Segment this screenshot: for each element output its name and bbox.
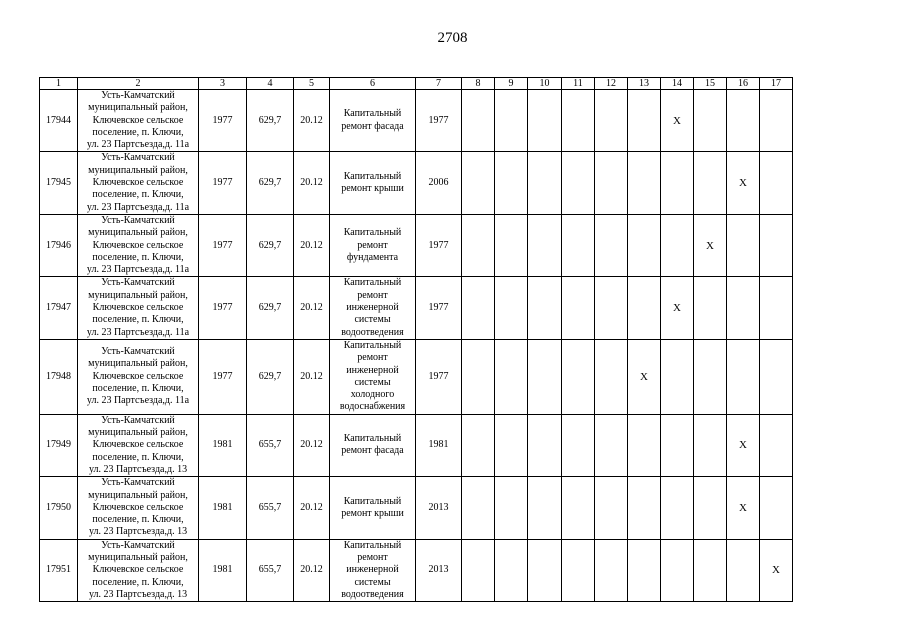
period-mark-cell <box>628 214 661 276</box>
address-cell-line: ул. 23 Партсъезда,д. 13 <box>88 463 188 475</box>
period-mark-cell <box>562 90 595 152</box>
period-mark-cell <box>528 214 562 276</box>
address-cell <box>78 90 199 152</box>
address-cell-line: Ключевское сельское <box>92 114 184 126</box>
period-mark-cell: X <box>661 277 694 339</box>
period-mark-cell <box>462 277 495 339</box>
work-type-cell-line: инженерной <box>346 564 399 576</box>
work-type-cell-line: системы <box>354 376 391 388</box>
area: 629,7 <box>247 90 294 152</box>
work-type-cell <box>330 152 416 214</box>
period-mark-cell <box>528 277 562 339</box>
period-mark-cell <box>694 339 727 414</box>
address-cell-line: Усть-Камчатский <box>101 477 175 489</box>
period-mark-cell: X <box>661 90 694 152</box>
area: 629,7 <box>247 152 294 214</box>
code: 20.12 <box>294 539 330 601</box>
period-mark-cell <box>694 539 727 601</box>
code: 20.12 <box>294 152 330 214</box>
period-mark-cell <box>462 539 495 601</box>
period-mark-cell <box>694 277 727 339</box>
year-built: 1981 <box>199 414 247 476</box>
work-type-cell-line: ремонт фасада <box>341 445 404 457</box>
address-cell <box>78 477 199 539</box>
address-cell-line: муниципальный район, <box>88 164 188 176</box>
period-mark-cell <box>495 90 528 152</box>
row-id: 17946 <box>40 214 78 276</box>
period-mark-cell <box>595 214 628 276</box>
period-mark-cell <box>462 339 495 414</box>
last-repair-year: 1981 <box>416 414 462 476</box>
table-row <box>40 214 793 276</box>
work-type-cell-line: системы <box>354 314 391 326</box>
period-mark-cell <box>694 414 727 476</box>
work-type-cell <box>330 414 416 476</box>
period-mark-cell <box>628 477 661 539</box>
year-built: 1977 <box>199 152 247 214</box>
table-row <box>40 414 793 476</box>
period-mark-cell <box>694 477 727 539</box>
period-mark-cell <box>495 277 528 339</box>
period-mark-cell <box>462 90 495 152</box>
column-header: 17 <box>760 78 793 90</box>
address-cell-line: Ключевское сельское <box>92 564 184 576</box>
period-mark-cell <box>760 90 793 152</box>
period-mark-cell <box>562 277 595 339</box>
address-cell-line: Усть-Камчатский <box>101 539 175 551</box>
work-type-cell-line: водоотведения <box>341 326 404 338</box>
year-built: 1977 <box>199 277 247 339</box>
address-cell-line: Ключевское сельское <box>92 302 184 314</box>
period-mark-cell <box>462 414 495 476</box>
repair-schedule-table <box>39 77 793 602</box>
address-cell-line: поселение, п. Ключи, <box>92 189 184 201</box>
period-mark-cell <box>727 90 760 152</box>
work-type-cell-line: Капитальный <box>343 170 402 182</box>
last-repair-year: 2006 <box>416 152 462 214</box>
work-type-cell-line: водоотведения <box>341 588 404 600</box>
period-mark-cell <box>760 477 793 539</box>
address-cell-line: Ключевское сельское <box>92 370 184 382</box>
period-mark-cell <box>562 152 595 214</box>
column-header: 16 <box>727 78 760 90</box>
period-mark-cell <box>562 477 595 539</box>
period-mark-cell <box>727 339 760 414</box>
address-cell-line: ул. 23 Партсъезда,д. 13 <box>88 526 188 538</box>
period-mark-cell <box>495 477 528 539</box>
address-cell-line: Усть-Камчатский <box>101 277 175 289</box>
period-mark-cell <box>661 214 694 276</box>
column-header: 9 <box>495 78 528 90</box>
period-mark-cell: X <box>727 414 760 476</box>
address-cell-line: поселение, п. Ключи, <box>92 382 184 394</box>
work-type-cell <box>330 90 416 152</box>
column-header: 2 <box>78 78 199 90</box>
address-cell-line: муниципальный район, <box>88 289 188 301</box>
work-type-cell <box>330 477 416 539</box>
period-mark-cell: X <box>760 539 793 601</box>
period-mark-cell <box>628 414 661 476</box>
period-mark-cell <box>528 339 562 414</box>
row-id: 17949 <box>40 414 78 476</box>
address-cell-line: муниципальный район, <box>88 227 188 239</box>
year-built: 1977 <box>199 339 247 414</box>
column-header: 4 <box>247 78 294 90</box>
code: 20.12 <box>294 414 330 476</box>
column-header: 14 <box>661 78 694 90</box>
work-type-cell-line: ремонт фасада <box>341 120 404 132</box>
year-built: 1977 <box>199 90 247 152</box>
address-cell-line: Усть-Камчатский <box>101 90 175 101</box>
address-cell-line: ул. 23 Партсъезда,д. 11а <box>86 264 190 276</box>
period-mark-cell <box>595 277 628 339</box>
period-mark-cell <box>528 539 562 601</box>
address-cell-line: муниципальный район, <box>88 427 188 439</box>
period-mark-cell: X <box>628 339 661 414</box>
address-cell-line: Усть-Камчатский <box>101 214 175 226</box>
period-mark-cell <box>562 339 595 414</box>
address-cell-line: поселение, п. Ключи, <box>92 576 184 588</box>
last-repair-year: 1977 <box>416 277 462 339</box>
period-mark-cell <box>495 414 528 476</box>
period-mark-cell <box>595 339 628 414</box>
address-cell <box>78 414 199 476</box>
work-type-cell-line: Капитальный <box>343 539 402 551</box>
period-mark-cell <box>727 214 760 276</box>
area: 655,7 <box>247 539 294 601</box>
last-repair-year: 1977 <box>416 90 462 152</box>
work-type-cell-line: ремонт <box>357 289 388 301</box>
period-mark-cell <box>628 90 661 152</box>
work-type-cell <box>330 214 416 276</box>
work-type-cell-line: Капитальный <box>343 433 402 445</box>
period-mark-cell <box>528 90 562 152</box>
address-cell-line: муниципальный район, <box>88 551 188 563</box>
column-header: 10 <box>528 78 562 90</box>
address-cell <box>78 152 199 214</box>
work-type-cell-line: Капитальный <box>343 339 402 351</box>
address-cell-line: ул. 23 Партсъезда,д. 11а <box>86 201 190 213</box>
table-row <box>40 339 793 414</box>
address-cell-line: Ключевское сельское <box>92 239 184 251</box>
area: 629,7 <box>247 339 294 414</box>
last-repair-year: 2013 <box>416 477 462 539</box>
period-mark-cell <box>562 414 595 476</box>
period-mark-cell <box>727 539 760 601</box>
table-row <box>40 539 793 601</box>
address-cell-line: поселение, п. Ключи, <box>92 514 184 526</box>
period-mark-cell <box>760 214 793 276</box>
column-header: 5 <box>294 78 330 90</box>
page-number: 2708 <box>437 30 468 46</box>
period-mark-cell: X <box>694 214 727 276</box>
period-mark-cell <box>462 214 495 276</box>
work-type-cell <box>330 277 416 339</box>
work-type-cell-line: ремонт <box>357 352 388 364</box>
work-type-cell-line: ремонт крыши <box>341 183 404 195</box>
address-cell-line: Ключевское сельское <box>92 501 184 513</box>
period-mark-cell <box>595 477 628 539</box>
column-header: 3 <box>199 78 247 90</box>
work-type-cell-line: водоснабжения <box>339 401 406 413</box>
row-id: 17947 <box>40 277 78 339</box>
address-cell-line: ул. 23 Партсъезда,д. 11а <box>86 395 190 407</box>
work-type-cell-line: системы <box>354 576 391 588</box>
address-cell-line: Ключевское сельское <box>92 439 184 451</box>
area: 655,7 <box>247 477 294 539</box>
row-id: 17945 <box>40 152 78 214</box>
work-type-cell-line: Капитальный <box>343 227 402 239</box>
work-type-cell-line: ремонт <box>357 551 388 563</box>
address-cell <box>78 214 199 276</box>
table-row <box>40 90 793 152</box>
table-row <box>40 477 793 539</box>
period-mark-cell <box>595 152 628 214</box>
period-mark-cell <box>661 152 694 214</box>
row-id: 17950 <box>40 477 78 539</box>
column-header: 15 <box>694 78 727 90</box>
column-header: 12 <box>595 78 628 90</box>
address-cell-line: Ключевское сельское <box>92 177 184 189</box>
period-mark-cell <box>760 152 793 214</box>
address-cell-line: муниципальный район, <box>88 102 188 114</box>
table-row <box>40 152 793 214</box>
period-mark-cell <box>495 539 528 601</box>
column-header: 1 <box>40 78 78 90</box>
work-type-cell-line: ремонт крыши <box>341 507 404 519</box>
area: 655,7 <box>247 414 294 476</box>
address-cell-line: Усть-Камчатский <box>101 346 175 358</box>
address-cell-line: поселение, п. Ключи, <box>92 251 184 263</box>
year-built: 1981 <box>199 477 247 539</box>
period-mark-cell <box>495 152 528 214</box>
address-cell-line: муниципальный район, <box>88 489 188 501</box>
period-mark-cell <box>661 414 694 476</box>
period-mark-cell <box>628 277 661 339</box>
period-mark-cell <box>462 152 495 214</box>
column-header: 11 <box>562 78 595 90</box>
code: 20.12 <box>294 214 330 276</box>
period-mark-cell <box>760 339 793 414</box>
column-header: 6 <box>330 78 416 90</box>
period-mark-cell <box>628 539 661 601</box>
period-mark-cell <box>760 414 793 476</box>
period-mark-cell <box>562 214 595 276</box>
period-mark-cell <box>495 339 528 414</box>
address-cell-line: поселение, п. Ключи, <box>92 126 184 138</box>
work-type-cell-line: ремонт <box>357 239 388 251</box>
period-mark-cell: X <box>727 152 760 214</box>
period-mark-cell <box>661 539 694 601</box>
row-id: 17948 <box>40 339 78 414</box>
column-header: 7 <box>416 78 462 90</box>
address-cell-line: Усть-Камчатский <box>101 152 175 164</box>
code: 20.12 <box>294 90 330 152</box>
period-mark-cell <box>661 477 694 539</box>
period-mark-cell <box>495 214 528 276</box>
address-cell <box>78 539 199 601</box>
row-id: 17944 <box>40 90 78 152</box>
period-mark-cell <box>528 152 562 214</box>
code: 20.12 <box>294 277 330 339</box>
last-repair-year: 2013 <box>416 539 462 601</box>
address-cell-line: ул. 23 Партсъезда,д. 11а <box>86 139 190 151</box>
work-type-cell-line: инженерной <box>346 364 399 376</box>
address-cell-line: муниципальный район, <box>88 358 188 370</box>
address-cell-line: ул. 23 Партсъезда,д. 11а <box>86 326 190 338</box>
address-cell-line: поселение, п. Ключи, <box>92 451 184 463</box>
work-type-cell-line: холодного <box>350 389 395 401</box>
address-cell-line: поселение, п. Ключи, <box>92 314 184 326</box>
work-type-cell-line: инженерной <box>346 302 399 314</box>
address-cell-line: Усть-Камчатский <box>101 414 175 426</box>
period-mark-cell <box>562 539 595 601</box>
year-built: 1981 <box>199 539 247 601</box>
address-cell-line: ул. 23 Партсъезда,д. 13 <box>88 588 188 600</box>
area: 629,7 <box>247 277 294 339</box>
column-header: 13 <box>628 78 661 90</box>
table-row <box>40 277 793 339</box>
last-repair-year: 1977 <box>416 339 462 414</box>
period-mark-cell <box>661 339 694 414</box>
work-type-cell <box>330 339 416 414</box>
area: 629,7 <box>247 214 294 276</box>
year-built: 1977 <box>199 214 247 276</box>
work-type-cell-line: Капитальный <box>343 495 402 507</box>
address-cell <box>78 339 199 414</box>
work-type-cell-line: Капитальный <box>343 277 402 289</box>
period-mark-cell <box>595 90 628 152</box>
period-mark-cell <box>694 152 727 214</box>
period-mark-cell <box>595 539 628 601</box>
period-mark-cell <box>628 152 661 214</box>
period-mark-cell <box>528 477 562 539</box>
column-header: 8 <box>462 78 495 90</box>
address-cell <box>78 277 199 339</box>
work-type-cell-line: фундамента <box>346 251 399 263</box>
work-type-cell <box>330 539 416 601</box>
period-mark-cell <box>595 414 628 476</box>
column-number-header <box>40 78 793 90</box>
period-mark-cell <box>727 277 760 339</box>
code: 20.12 <box>294 339 330 414</box>
period-mark-cell: X <box>727 477 760 539</box>
period-mark-cell <box>462 477 495 539</box>
period-mark-cell <box>760 277 793 339</box>
period-mark-cell <box>694 90 727 152</box>
row-id: 17951 <box>40 539 78 601</box>
code: 20.12 <box>294 477 330 539</box>
work-type-cell-line: Капитальный <box>343 108 402 120</box>
last-repair-year: 1977 <box>416 214 462 276</box>
period-mark-cell <box>528 414 562 476</box>
